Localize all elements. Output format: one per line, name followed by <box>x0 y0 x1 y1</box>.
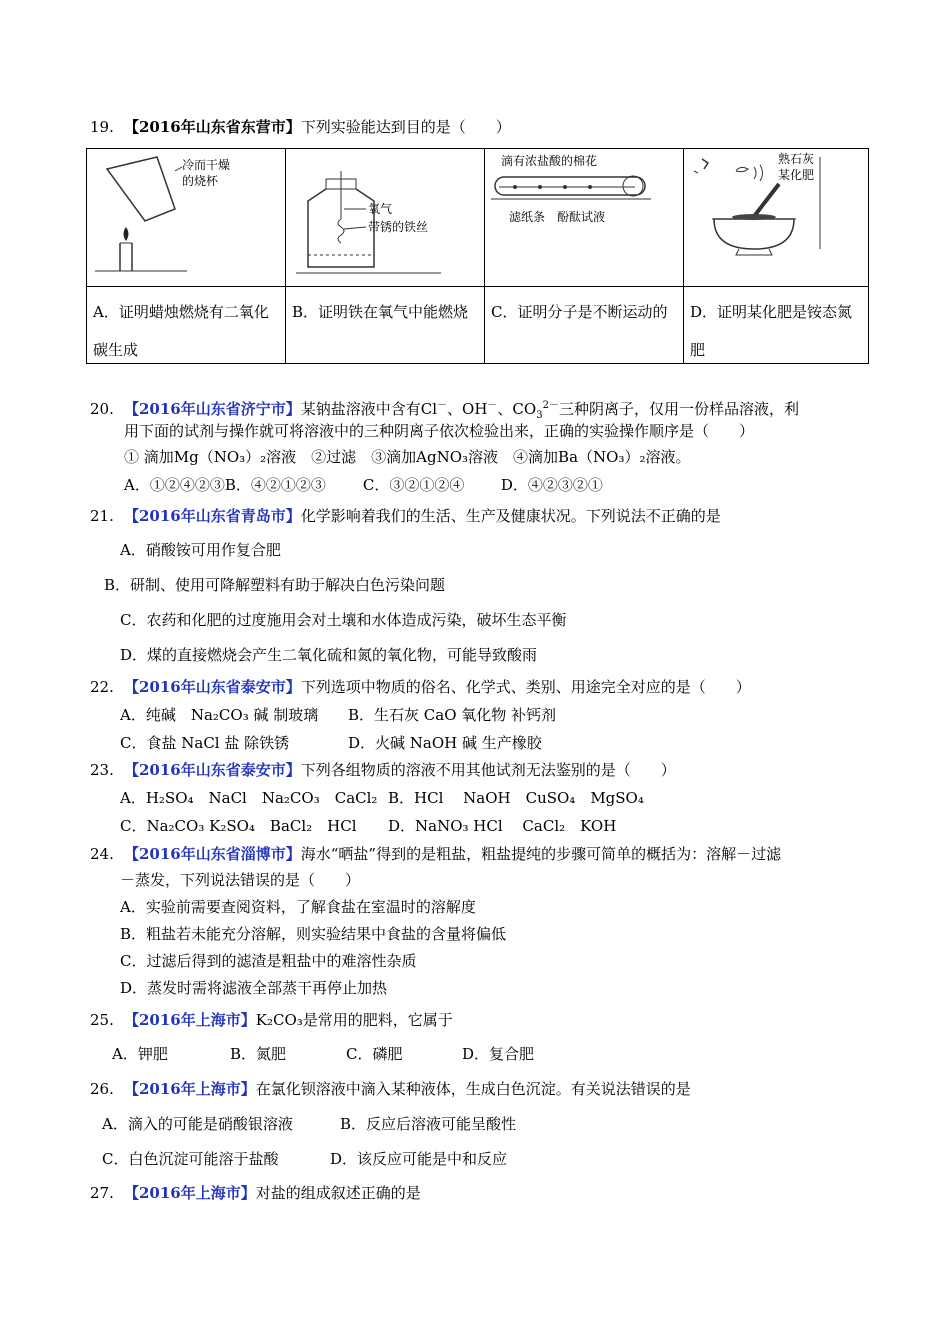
option-b[interactable]: B．研制、使用可降解塑料有助于解决白色污染问题 <box>104 576 446 594</box>
option-c[interactable]: C．过滤后得到的滤渣是粗盐中的难溶性杂质 <box>120 952 417 970</box>
question-source: 【2016年山东省青岛市】 <box>124 507 301 525</box>
option-a[interactable]: A．滴入的可能是硝酸银溶液 <box>102 1115 293 1133</box>
option-c[interactable]: C．磷肥 <box>346 1045 403 1063</box>
question-text: 化学影响着我们的生活、生产及健康状况。下列说法不正确的是 <box>300 507 721 525</box>
label-filter-paper: 滤纸条 酚酞试液 <box>509 210 606 224</box>
option-b[interactable]: B．粗盐若未能充分溶解，则实验结果中食盐的含量将偏低 <box>120 925 507 943</box>
option-a[interactable]: A．实验前需要查阅资料，了解食盐在室温时的溶解度 <box>120 898 476 916</box>
option-a[interactable]: A．H₂SO₄ NaCl Na₂CO₃ CaCl₂ <box>120 789 378 807</box>
experiment-a-caption <box>87 287 286 364</box>
question-number: 25. <box>90 1011 114 1029</box>
experiment-c-image <box>485 149 684 287</box>
option-d[interactable]: D．煤的直接燃烧会产生二氧化硫和氮的氧化物，可能导致酸雨 <box>120 646 538 664</box>
experiment-c-caption <box>485 287 684 364</box>
caption-b: B．证明铁在氧气中能燃烧 <box>292 303 469 321</box>
question-text: 下列实验能达到目的是（ ） <box>300 118 511 136</box>
question-text: 下列选项中物质的俗名、化学式、类别、用途完全对应的是（ ） <box>300 678 751 696</box>
option-c[interactable]: C．食盐 NaCl 盐 除铁锈 <box>120 734 290 752</box>
question-source: 【2016年山东省泰安市】 <box>124 761 301 779</box>
label-slaked-lime: 熟石灰 <box>778 152 815 166</box>
question-number: 22. <box>90 678 114 696</box>
question-number: 27. <box>90 1184 114 1202</box>
caption-c: C．证明分子是不断运动的 <box>491 303 668 321</box>
question-source: 【2016年山东省泰安市】 <box>124 678 301 696</box>
option-b[interactable]: B．生石灰 CaO 氧化物 补钙剂 <box>348 706 557 724</box>
question-source: 【2016年上海市】 <box>124 1011 256 1029</box>
option-a[interactable]: A．①②④②③ <box>124 476 225 494</box>
tube-diffusion-diagram <box>485 149 683 286</box>
option-a[interactable]: A．纯碱 Na₂CO₃ 碱 制玻璃 <box>120 706 319 724</box>
option-a[interactable]: A．硝酸铵可用作复合肥 <box>120 541 281 559</box>
question-text-oh: 、OH <box>447 400 488 418</box>
question-source: 【2016年上海市】 <box>124 1184 256 1202</box>
experiment-d-caption <box>684 287 869 364</box>
iron-wire-jar-diagram <box>286 149 484 286</box>
caption-a: A．证明蜡烛燃烧有二氧化碳生成 <box>93 303 269 359</box>
question-text: 下列各组物质的溶液不用其他试剂无法鉴别的是（ ） <box>300 761 676 779</box>
label-beaker: 的烧杯 <box>182 174 219 188</box>
question-text-line2: －蒸发，下列说法错误的是（ ） <box>120 871 361 889</box>
experiment-b-image <box>286 149 485 287</box>
experiment-d-image <box>684 149 869 287</box>
option-a[interactable]: A．钾肥 <box>112 1045 168 1063</box>
option-d[interactable]: D．该反应可能是中和反应 <box>330 1150 508 1168</box>
question-source: 【2016年山东省淄博市】 <box>124 845 301 863</box>
question-number: 21. <box>90 507 114 525</box>
label-rusty-wire: 带锈的铁丝 <box>368 220 429 234</box>
option-b[interactable]: B．氮肥 <box>230 1045 287 1063</box>
option-c[interactable]: C．农药和化肥的过度施用会对土壤和水体造成污染，破坏生态平衡 <box>120 611 567 629</box>
caption-d: D．证明某化肥是铵态氮肥 <box>690 303 853 359</box>
question-number: 24. <box>90 845 114 863</box>
question-number: 26. <box>90 1080 114 1098</box>
label-oxygen: 氧气 <box>368 202 393 216</box>
question-text-rest: 三种阴离子，仅用一份样品溶液，利 <box>558 400 799 418</box>
option-b[interactable]: B．HCl NaOH CuSO₄ MgSO₄ <box>388 789 644 807</box>
label-fertilizer: 某化肥 <box>778 168 815 182</box>
experiment-table <box>86 148 869 364</box>
question-source: 【2016年山东省东营市】 <box>124 118 301 136</box>
option-b[interactable]: B．④②①②③ <box>224 476 326 494</box>
option-d[interactable]: D．NaNO₃ HCl CaCl₂ KOH <box>388 817 617 835</box>
option-d[interactable]: D．复合肥 <box>462 1045 535 1063</box>
mortar-diagram <box>684 149 868 286</box>
option-d[interactable]: D．火碱 NaOH 碱 生产橡胶 <box>348 734 542 752</box>
experiment-b-caption <box>286 287 485 364</box>
option-d[interactable]: D．蒸发时需将滤液全部蒸干再停止加热 <box>120 979 388 997</box>
option-c[interactable]: C．③②①②④ <box>362 476 465 494</box>
question-19 <box>90 116 870 138</box>
question-number: 23. <box>90 761 114 779</box>
label-cold-dry: 冷而干燥 <box>182 158 231 172</box>
question-source: 【2016年山东省济宁市】 <box>124 400 301 418</box>
option-d[interactable]: D．④②③②① <box>500 476 603 494</box>
question-number: 19. <box>90 118 114 136</box>
question-number: 20. <box>90 400 114 418</box>
question-text: 在氯化钡溶液中滴入某种液体，生成白色沉淀。有关说法错误的是 <box>255 1080 691 1098</box>
option-b[interactable]: B．反应后溶液可能呈酸性 <box>340 1115 517 1133</box>
question-text-line2: 用下面的试剂与操作就可将溶液中的三种阴离子依次检验出来，正确的实验操作顺序是（ ） <box>124 422 755 440</box>
option-c[interactable]: C．白色沉淀可能溶于盐酸 <box>102 1150 279 1168</box>
candle-beaker-diagram <box>87 149 285 286</box>
question-text: 对盐的组成叙述正确的是 <box>255 1184 421 1202</box>
question-text-co3: 、CO <box>497 400 537 418</box>
question-reagents: ① 滴加Mg（NO₃）₂溶液 ②过滤 ③滴加AgNO₃溶液 ④滴加Ba（NO₃）₂溶液。 <box>124 448 691 466</box>
option-c[interactable]: C．Na₂CO₃ K₂SO₄ BaCl₂ HCl <box>120 817 357 835</box>
question-text: K₂CO₃是常用的肥料，它属于 <box>255 1011 453 1029</box>
question-text: 海水“晒盐”得到的是粗盐，粗盐提纯的步骤可简单的概括为：溶解－过滤 <box>300 845 782 863</box>
question-text: 某钠盐溶液中含有Cl <box>300 400 438 418</box>
experiment-a-image <box>87 149 286 287</box>
question-source: 【2016年上海市】 <box>124 1080 256 1098</box>
label-hcl-cotton: 滴有浓盐酸的棉花 <box>501 154 598 168</box>
